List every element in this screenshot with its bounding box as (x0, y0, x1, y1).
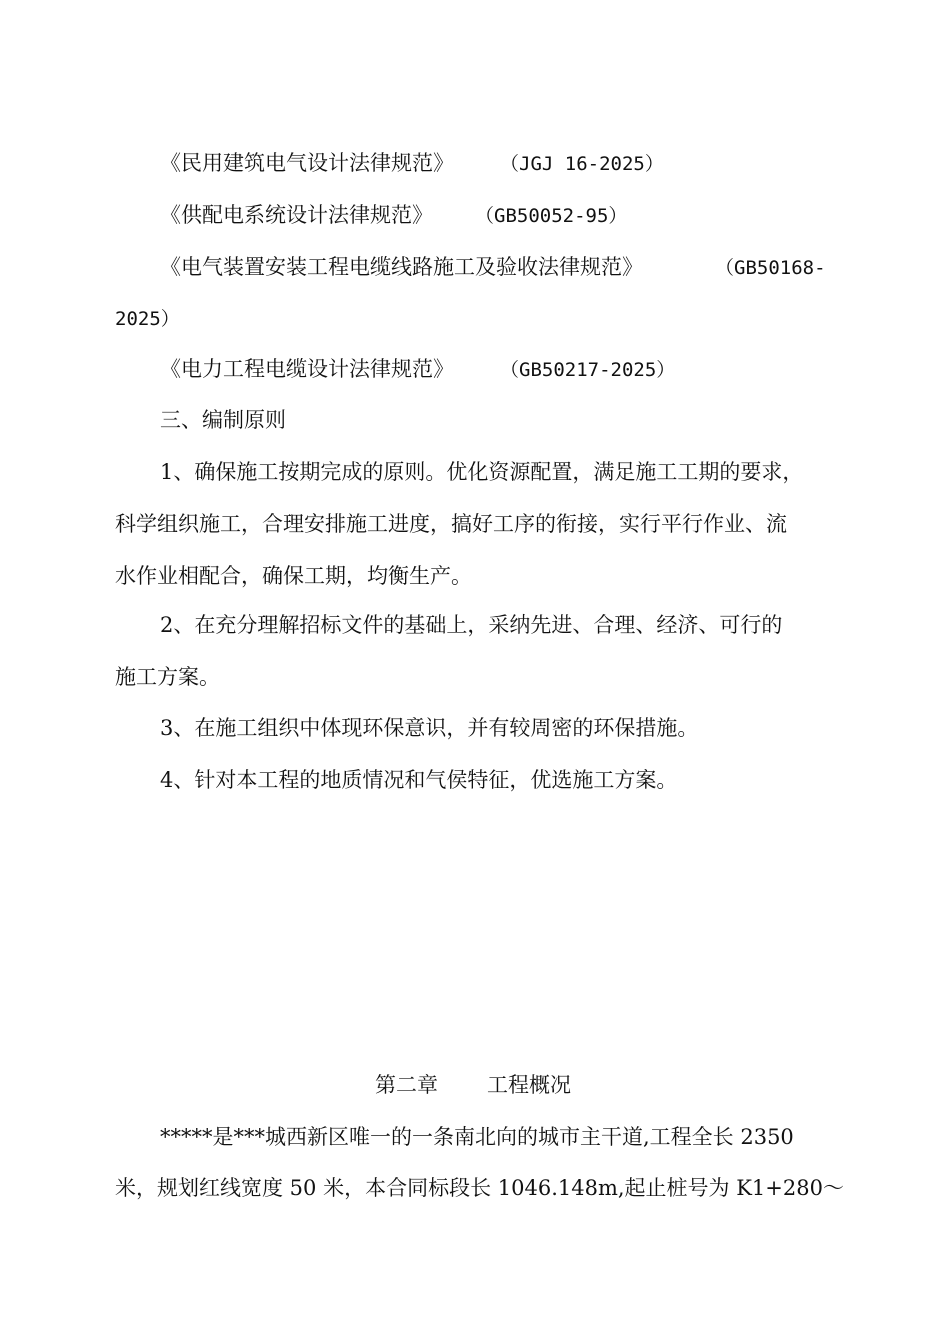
overview-line-1: *****是***城西新区唯一的一条南北向的城市主干道,工程全长 2350 (160, 1125, 794, 1149)
principle-4-line-1: 4、针对本工程的地质情况和气侯特征，优选施工方案。 (160, 768, 678, 792)
principle-2-line-2: 施工方案。 (115, 665, 220, 689)
principle-1-line-1: 1、确保施工按期完成的原则。优化资源配置，满足施工工期的要求， (160, 460, 804, 484)
principle-1-line-2: 科学组织施工，合理安排施工进度，搞好工序的衔接，实行平行作业、流 (115, 512, 787, 536)
overview-line-2: 米，规划红线宽度 50 米，本合同标段长 1046.148m,起止桩号为 K1+280～ (115, 1176, 844, 1200)
reference-2-title: 《供配电系统设计法律规范》 (160, 203, 433, 227)
reference-4-title: 《电力工程电缆设计法律规范》 (160, 357, 454, 381)
principle-2-line-1: 2、在充分理解招标文件的基础上，采纳先进、合理、经济、可行的 (160, 613, 783, 637)
chapter-label: 第二章 (375, 1073, 438, 1097)
principle-3-line-1: 3、在施工组织中体现环保意识，并有较周密的环保措施。 (160, 716, 699, 740)
reference-3-code-continued: 2025） (115, 308, 180, 330)
section-heading: 三、编制原则 (160, 408, 286, 432)
reference-3-title: 《电气装置安装工程电缆线路施工及验收法律规范》 (160, 255, 643, 279)
reference-1-code: （JGJ 16-2025） (500, 153, 664, 175)
chapter-title: 工程概况 (487, 1073, 571, 1097)
reference-4-code: （GB50217-2025） (500, 359, 676, 381)
principle-1-line-3: 水作业相配合，确保工期，均衡生产。 (115, 564, 472, 588)
reference-2-code: （GB50052-95） (475, 205, 628, 227)
reference-3-code: （GB50168- (715, 257, 826, 279)
reference-1-title: 《民用建筑电气设计法律规范》 (160, 151, 454, 175)
